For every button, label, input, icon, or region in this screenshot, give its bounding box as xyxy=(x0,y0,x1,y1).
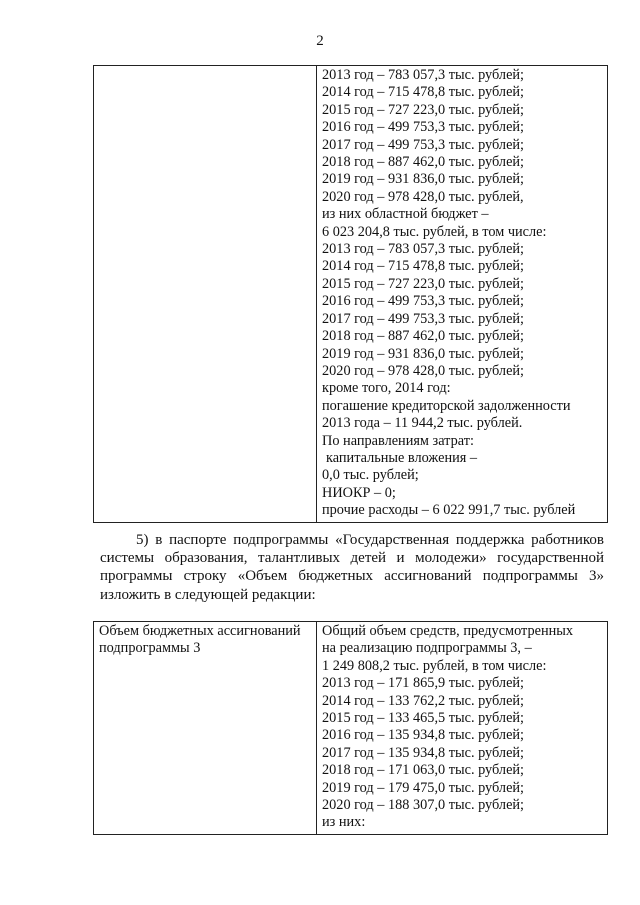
table1-line: 2018 год – 887 462,0 тыс. рублей; xyxy=(322,328,525,345)
table1-line: 2013 год – 783 057,3 тыс. рублей; xyxy=(322,67,525,83)
table2-line: из них: xyxy=(322,814,366,831)
table2-line: 2015 год – 133 465,5 тыс. рублей; xyxy=(322,710,525,727)
table1-line: 2020 год – 978 428,0 тыс. рублей; xyxy=(322,362,525,379)
table1-line: 6 023 204,8 тыс. рублей, в том числе: xyxy=(322,223,547,240)
table1-line: По направлениям затрат: xyxy=(322,432,474,449)
table2-line: Общий объем средств, предусмотренных xyxy=(322,623,574,639)
table1-line: 2017 год – 499 753,3 тыс. рублей; xyxy=(322,310,525,327)
table1-line: прочие расходы – 6 022 991,7 тыс. рублей xyxy=(322,502,576,519)
table1-line: 2018 год – 887 462,0 тыс. рублей; xyxy=(322,154,525,171)
table1-left-cell xyxy=(94,66,317,523)
budget-table-subprogram-3 xyxy=(93,621,608,835)
table1-line: 2015 год – 727 223,0 тыс. рублей; xyxy=(322,275,525,292)
table2-right-cell xyxy=(317,622,608,835)
table1-line: 2017 год – 499 753,3 тыс. рублей; xyxy=(322,136,525,153)
table1-line: погашение кредиторской задолженности xyxy=(322,397,571,414)
table2-line: 1 249 808,2 тыс. рублей, в том числе: xyxy=(322,657,547,674)
table2-line: 2018 год – 171 063,0 тыс. рублей; xyxy=(322,762,525,779)
table1-line: 2016 год – 499 753,3 тыс. рублей; xyxy=(322,119,525,136)
table2-line: 2019 год – 179 475,0 тыс. рублей; xyxy=(322,779,525,796)
table1-line: 2013 год – 783 057,3 тыс. рублей; xyxy=(322,241,525,258)
table2-line: 2017 год – 135 934,8 тыс. рублей; xyxy=(322,744,525,761)
table1-line: 2019 год – 931 836,0 тыс. рублей; xyxy=(322,171,525,188)
table1-line: 2014 год – 715 478,8 тыс. рублей; xyxy=(322,258,525,275)
table2-line: 2016 год – 135 934,8 тыс. рублей; xyxy=(322,727,525,744)
table1-line: 2014 год – 715 478,8 тыс. рублей; xyxy=(322,84,525,101)
table2-line: 2013 год – 171 865,9 тыс. рублей; xyxy=(322,675,525,692)
table2-line: 2014 год – 133 762,2 тыс. рублей; xyxy=(322,692,525,709)
table1-line: кроме того, 2014 год: xyxy=(322,380,451,397)
amendment-paragraph: 5) в паспорте подпрограммы «Государственная поддержка работников системы образования, талантливых детей и молодежи» государственной программы строку «Объем бюджетных ассигнований подпрограммы 3» изложить в следующей редакции: xyxy=(100,532,604,603)
table1-line: 0,0 тыс. рублей; xyxy=(322,467,419,484)
table1-right-cell xyxy=(317,66,608,523)
table1-line: 2020 год – 978 428,0 тыс. рублей, xyxy=(322,188,524,205)
budget-table-continued xyxy=(93,65,608,523)
table2-left-cell xyxy=(94,622,317,835)
table2-line: на реализацию подпрограммы 3, – xyxy=(322,640,532,657)
table2-label-line: Объем бюджетных ассигнований xyxy=(99,623,301,639)
table1-line: капитальные вложения – xyxy=(326,449,478,466)
table2-line: 2020 год – 188 307,0 тыс. рублей; xyxy=(322,797,525,814)
table1-line: из них областной бюджет – xyxy=(322,206,489,223)
table2-label-line: подпрограммы 3 xyxy=(99,640,201,657)
table1-line: 2019 год – 931 836,0 тыс. рублей; xyxy=(322,345,525,362)
table1-line: 2013 года – 11 944,2 тыс. рублей. xyxy=(322,415,523,432)
table1-line: НИОКР – 0; xyxy=(322,484,396,501)
page-number: 2 xyxy=(316,33,324,49)
table1-line: 2015 год – 727 223,0 тыс. рублей; xyxy=(322,101,525,118)
table1-line: 2016 год – 499 753,3 тыс. рублей; xyxy=(322,293,525,310)
